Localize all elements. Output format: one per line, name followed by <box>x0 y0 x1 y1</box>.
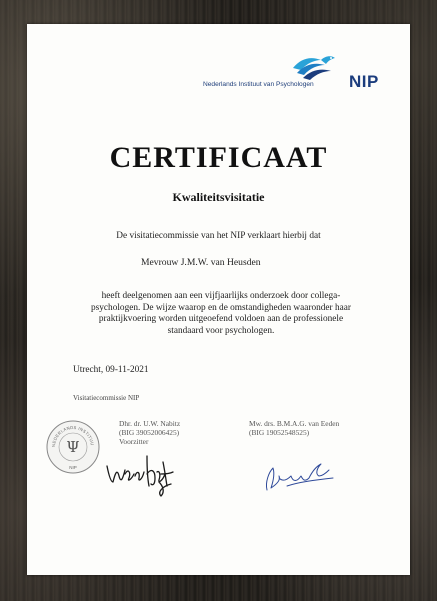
signatory-member <box>249 419 339 437</box>
body-line: heeft deelgenomen aan een vijfjaarlijks onderzoek door collega- <box>101 291 341 301</box>
signatory-name: Dhr. dr. U.W. Nabitz <box>119 419 181 428</box>
body-line: psychologen. De wijze waarop en de omstandigheden waaronder haar <box>91 302 351 313</box>
signatory-big: (BIG 39052006425) <box>119 428 180 437</box>
place-date: Utrecht, 09-11-2021 <box>73 365 149 375</box>
signatory-chair <box>119 419 180 446</box>
certificate-paper <box>27 24 410 575</box>
nip-bird-icon <box>291 54 337 80</box>
signatory-name: Mw. drs. B.M.A.G. van Eeden <box>249 419 340 428</box>
body-line: praktijkvoering worden uitgeoefend voldoen aan de professionele <box>98 314 344 325</box>
org-abbr: NIP <box>349 72 379 91</box>
nip-seal-icon <box>45 419 101 475</box>
signature-member <box>259 460 337 494</box>
body-line: standaard voor psychologen. <box>167 325 275 336</box>
seal-symbol: Ψ <box>66 438 80 456</box>
signature-chair <box>103 452 175 498</box>
certificate-body <box>85 291 357 337</box>
declaration-text: De visitatiecommissie van het NIP verklaart hierbij dat <box>116 231 321 241</box>
recipient-name: Mevrouw J.M.W. van Heusden <box>141 257 261 268</box>
committee-label: Visitatiecommissie NIP <box>73 394 140 402</box>
seal-abbr: NIP <box>69 465 77 470</box>
org-name: Nederlands Instituut van Psychologen <box>203 81 314 88</box>
certificate-subtitle: Kwaliteitsvisitatie <box>172 190 265 204</box>
signatory-big: (BIG 19052548525) <box>249 428 310 437</box>
seal-text: NEDERLANDS INSTITUU <box>50 424 95 448</box>
nip-logo <box>203 52 403 92</box>
signatory-role: Voorzitter <box>119 437 149 446</box>
certificate-title: CERTIFICAAT <box>109 141 328 174</box>
